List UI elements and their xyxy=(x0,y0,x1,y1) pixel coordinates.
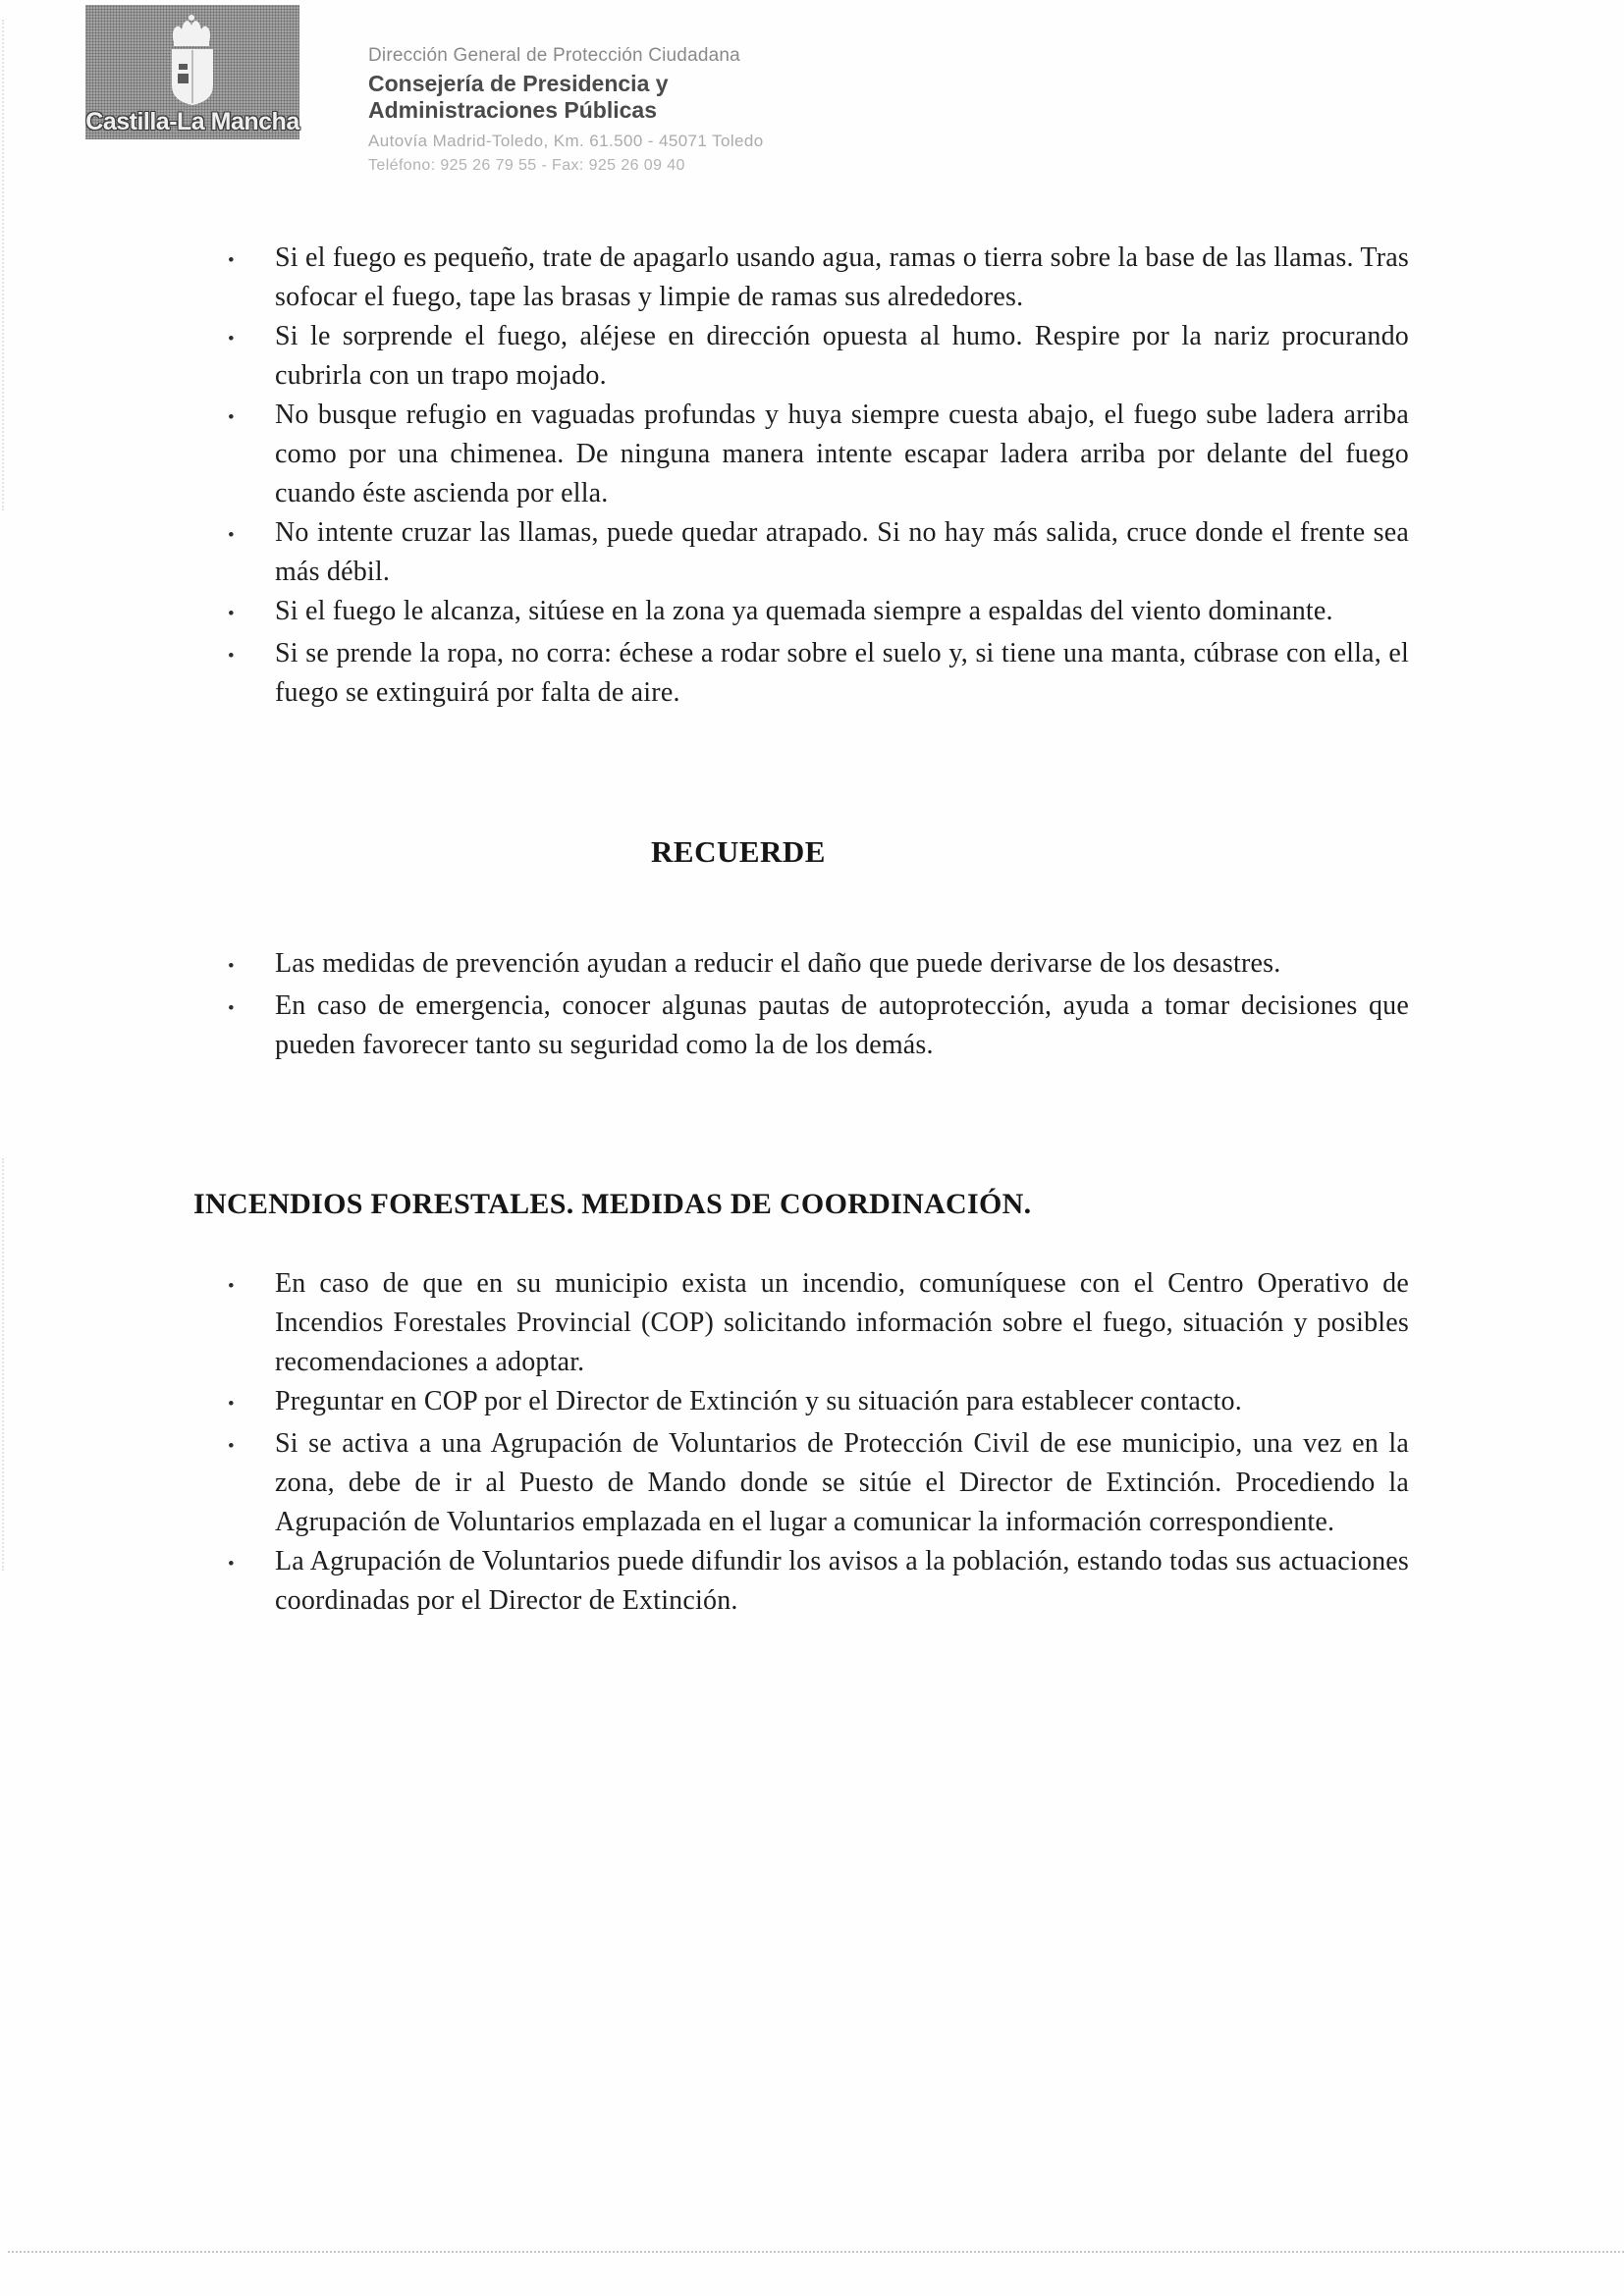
safety-tips-list xyxy=(228,239,1409,713)
scan-artifact-left-dots xyxy=(2,1158,4,1571)
bullet-icon: • xyxy=(228,956,235,977)
list-item-text: En caso de que en su municipio exista un incendio, comuníquese con el Centro Operativo de Incendios Forestales Provincial (COP) solicitando información sobre el fuego, situación y posibles recomendaciones a adoptar. xyxy=(275,1268,1409,1377)
bullet-icon: • xyxy=(228,250,235,271)
bullet-icon: • xyxy=(228,407,235,428)
list-item xyxy=(228,317,1409,396)
list-item-text: La Agrupación de Voluntarios puede difundir los avisos a la población, estando todas sus actuaciones coordinadas por el Director de Extinción. xyxy=(275,1546,1409,1616)
logo-region-name: Castilla-La Mancha xyxy=(85,108,299,135)
bullet-icon: • xyxy=(228,525,235,546)
list-item-text: No intente cruzar las llamas, puede quedar atrapado. Si no hay más salida, cruce donde el frente sea más débil. xyxy=(275,517,1409,587)
recuerde-list xyxy=(228,944,1409,1065)
list-item-text: Si se prende la ropa, no corra: échese a rodar sobre el suelo y, si tiene una manta, cúbrase con ella, el fuego se extinguirá por falta de aire. xyxy=(275,638,1409,708)
list-item xyxy=(228,396,1409,513)
junta-logo xyxy=(85,5,299,139)
scan-artifact-bottom-dots xyxy=(8,2251,1624,2253)
list-item-text: Si se activa a una Agrupación de Voluntarios de Protección Civil de ese municipio, una vez en la zona, debe de ir al Puesto de Mando donde se sitúe el Director de Extinción. Procediendo la Agrupación de Voluntarios emplazada en el lugar a comunicar la información correspondiente. xyxy=(275,1428,1409,1537)
list-item-text: Si el fuego es pequeño, trate de apagarlo usando agua, ramas o tierra sobre la base de las llamas. Tras sofocar el fuego, tape las brasas y limpie de ramas sus alrededores. xyxy=(275,242,1409,312)
list-item xyxy=(228,944,1409,987)
list-item xyxy=(228,1382,1409,1424)
list-item-text: No busque refugio en vaguadas profundas y huya siempre cuesta abajo, el fuego sube ladera arriba como por una chimenea. De ninguna manera intente escapar ladera arriba por delante del fuego cuando éste ascienda por ella. xyxy=(275,400,1409,508)
list-item xyxy=(228,1264,1409,1382)
list-item xyxy=(228,592,1409,634)
coordinacion-list xyxy=(228,1264,1409,1621)
bullet-icon: • xyxy=(228,1276,235,1297)
bullet-icon: • xyxy=(228,646,235,667)
list-item xyxy=(228,634,1409,713)
recuerde-heading: RECUERDE xyxy=(651,834,826,869)
list-item xyxy=(228,1542,1409,1621)
bullet-icon: • xyxy=(228,1394,235,1415)
list-item-text: Preguntar en COP por el Director de Extinción y su situación para establecer contacto. xyxy=(275,1386,1242,1416)
list-item xyxy=(228,1424,1409,1542)
org-block xyxy=(368,45,764,175)
scan-artifact-left-dots xyxy=(2,20,4,510)
coordinacion-heading: INCENDIOS FORESTALES. MEDIDAS DE COORDINACIÓN. xyxy=(193,1188,1032,1220)
list-item-text: Las medidas de prevención ayudan a reducir el daño que puede derivarse de los desastres. xyxy=(275,948,1281,979)
castilla-la-mancha-emblem-icon xyxy=(165,13,220,111)
org-consejeria-line2: Administraciones Públicas xyxy=(368,97,657,123)
org-phone-fax: Teléfono: 925 26 79 55 - Fax: 925 26 09 40 xyxy=(368,157,685,174)
bullet-icon: • xyxy=(228,604,235,624)
org-direction-general: Dirección General de Protección Ciudadana xyxy=(368,45,740,66)
list-item xyxy=(228,987,1409,1065)
list-item xyxy=(228,513,1409,592)
bullet-icon: • xyxy=(228,329,235,349)
list-item xyxy=(228,239,1409,317)
bullet-icon: • xyxy=(228,1436,235,1457)
bullet-icon: • xyxy=(228,998,235,1019)
bullet-icon: • xyxy=(228,1554,235,1575)
list-item-text: Si le sorprende el fuego, aléjese en dirección opuesta al humo. Respire por la nariz procurando cubrirla con un trapo mojado. xyxy=(275,321,1409,391)
org-address: Autovía Madrid-Toledo, Km. 61.500 - 45071 Toledo xyxy=(368,132,764,150)
list-item-text: En caso de emergencia, conocer algunas pautas de autoprotección, ayuda a tomar decisiones que pueden favorecer tanto su seguridad como la de los demás. xyxy=(275,990,1409,1060)
list-item-text: Si el fuego le alcanza, sitúese en la zona ya quemada siempre a espaldas del viento dominante. xyxy=(275,596,1333,626)
org-consejeria-line1: Consejería de Presidencia y xyxy=(368,71,669,96)
